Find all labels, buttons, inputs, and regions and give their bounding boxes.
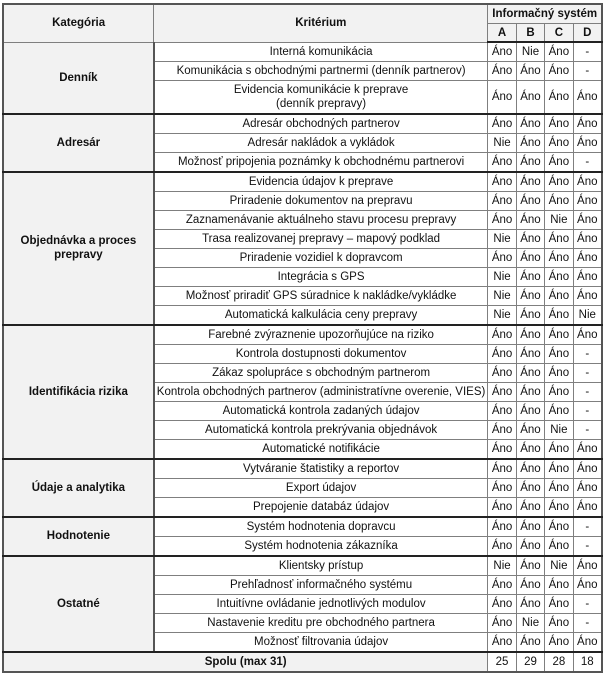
table-row <box>3 556 602 576</box>
value-system-a: Áno <box>488 363 516 382</box>
value-system-c: Áno <box>545 133 573 152</box>
value-system-d: Áno <box>573 632 602 652</box>
value-system-c: Áno <box>545 191 573 210</box>
category-cell: Identifikácia rizika <box>3 325 154 459</box>
value-system-d: Nie <box>573 305 602 325</box>
header-criterion: Kritérium <box>154 4 488 42</box>
value-system-d: Áno <box>573 267 602 286</box>
table-row <box>3 459 602 479</box>
criterion-cell: Evidencia údajov k preprave <box>154 172 488 192</box>
criterion-cell: Zákaz spolupráce s obchodným partnerom <box>154 363 488 382</box>
value-system-c: Áno <box>545 114 573 134</box>
value-system-b: Nie <box>516 42 544 61</box>
value-system-a: Áno <box>488 248 516 267</box>
value-system-a: Áno <box>488 594 516 613</box>
value-system-d: Áno <box>573 172 602 192</box>
value-system-c: Áno <box>545 497 573 517</box>
value-system-c: Áno <box>545 248 573 267</box>
value-system-b: Áno <box>516 517 544 537</box>
value-system-b: Áno <box>516 497 544 517</box>
table-row <box>3 172 602 192</box>
value-system-b: Áno <box>516 191 544 210</box>
value-system-c: Áno <box>545 478 573 497</box>
value-system-c: Nie <box>545 210 573 229</box>
value-system-c: Áno <box>545 80 573 114</box>
criterion-cell: Integrácia s GPS <box>154 267 488 286</box>
value-system-d: - <box>573 61 602 80</box>
value-system-a: Áno <box>488 459 516 479</box>
criterion-cell: Automatická kontrola zadaných údajov <box>154 401 488 420</box>
value-system-d: Áno <box>573 248 602 267</box>
value-system-a: Nie <box>488 286 516 305</box>
value-system-c: Áno <box>545 363 573 382</box>
criterion-cell: Možnosť priradiť GPS súradnice k nakládke/vykládke <box>154 286 488 305</box>
value-system-a: Áno <box>488 325 516 345</box>
value-system-b: Áno <box>516 210 544 229</box>
header-system-a: A <box>488 24 516 43</box>
value-system-d: - <box>573 613 602 632</box>
criterion-cell: Export údajov <box>154 478 488 497</box>
table-row <box>3 42 602 61</box>
criterion-cell: Systém hodnotenia dopravcu <box>154 517 488 537</box>
value-system-b: Áno <box>516 382 544 401</box>
value-system-d: Áno <box>573 133 602 152</box>
value-system-a: Áno <box>488 632 516 652</box>
value-system-a: Áno <box>488 613 516 632</box>
value-system-c: Áno <box>545 267 573 286</box>
value-system-d: - <box>573 401 602 420</box>
value-system-b: Áno <box>516 172 544 192</box>
criterion-cell: Automatické notifikácie <box>154 439 488 459</box>
value-system-b: Áno <box>516 286 544 305</box>
value-system-a: Áno <box>488 382 516 401</box>
criterion-cell: Automatická kontrola prekrývania objednávok <box>154 420 488 439</box>
value-system-b: Áno <box>516 459 544 479</box>
value-system-d: Áno <box>573 478 602 497</box>
value-system-c: Áno <box>545 286 573 305</box>
header-system-group: Informačný systém <box>488 4 602 24</box>
value-system-b: Áno <box>516 632 544 652</box>
value-system-d: Áno <box>573 286 602 305</box>
comparison-table <box>2 3 603 673</box>
value-system-d: - <box>573 42 602 61</box>
criterion-cell: Vytváranie štatistiky a reportov <box>154 459 488 479</box>
value-system-d: Áno <box>573 439 602 459</box>
value-system-c: Áno <box>545 536 573 556</box>
value-system-a: Áno <box>488 401 516 420</box>
total-value-c: 28 <box>545 652 573 672</box>
value-system-a: Áno <box>488 536 516 556</box>
value-system-a: Áno <box>488 420 516 439</box>
value-system-a: Áno <box>488 114 516 134</box>
value-system-d: Áno <box>573 210 602 229</box>
value-system-d: Áno <box>573 575 602 594</box>
table-row <box>3 325 602 345</box>
value-system-d: - <box>573 420 602 439</box>
value-system-a: Nie <box>488 267 516 286</box>
value-system-d: - <box>573 363 602 382</box>
value-system-a: Áno <box>488 478 516 497</box>
value-system-d: - <box>573 382 602 401</box>
criterion-cell: Kontrola obchodných partnerov (administratívne overenie, VIES) <box>154 382 488 401</box>
value-system-b: Áno <box>516 325 544 345</box>
value-system-a: Áno <box>488 439 516 459</box>
criterion-cell: Adresár nakládok a vykládok <box>154 133 488 152</box>
value-system-d: - <box>573 517 602 537</box>
value-system-a: Áno <box>488 42 516 61</box>
value-system-b: Áno <box>516 439 544 459</box>
criterion-cell: Systém hodnotenia zákazníka <box>154 536 488 556</box>
value-system-b: Áno <box>516 80 544 114</box>
value-system-c: Áno <box>545 172 573 192</box>
value-system-b: Áno <box>516 267 544 286</box>
value-system-a: Nie <box>488 229 516 248</box>
value-system-a: Áno <box>488 575 516 594</box>
value-system-d: - <box>573 536 602 556</box>
header-system-d: D <box>573 24 602 43</box>
value-system-d: Áno <box>573 325 602 345</box>
value-system-b: Áno <box>516 344 544 363</box>
value-system-a: Áno <box>488 344 516 363</box>
value-system-a: Áno <box>488 210 516 229</box>
category-cell: Ostatné <box>3 556 154 652</box>
value-system-c: Áno <box>545 575 573 594</box>
value-system-c: Áno <box>545 42 573 61</box>
value-system-a: Nie <box>488 305 516 325</box>
value-system-b: Áno <box>516 478 544 497</box>
value-system-a: Áno <box>488 61 516 80</box>
criterion-cell: Nastavenie kreditu pre obchodného partnera <box>154 613 488 632</box>
value-system-a: Áno <box>488 517 516 537</box>
value-system-d: Áno <box>573 80 602 114</box>
criterion-cell: Automatická kalkulácia ceny prepravy <box>154 305 488 325</box>
value-system-c: Áno <box>545 344 573 363</box>
criterion-cell: Priradenie dokumentov na prepravu <box>154 191 488 210</box>
value-system-d: Áno <box>573 497 602 517</box>
value-system-c: Áno <box>545 459 573 479</box>
value-system-c: Áno <box>545 613 573 632</box>
value-system-a: Nie <box>488 556 516 576</box>
value-system-c: Áno <box>545 401 573 420</box>
category-cell: Hodnotenie <box>3 517 154 556</box>
value-system-c: Áno <box>545 439 573 459</box>
criterion-cell: Priradenie vozidiel k dopravcom <box>154 248 488 267</box>
header-category: Kategória <box>3 4 154 42</box>
value-system-d: - <box>573 344 602 363</box>
criterion-cell: Trasa realizovanej prepravy – mapový podklad <box>154 229 488 248</box>
total-row <box>3 652 602 672</box>
value-system-c: Áno <box>545 594 573 613</box>
value-system-b: Áno <box>516 114 544 134</box>
criterion-cell: Klientsky prístup <box>154 556 488 576</box>
value-system-d: - <box>573 594 602 613</box>
category-cell: Objednávka a proces prepravy <box>3 172 154 325</box>
total-value-d: 18 <box>573 652 602 672</box>
table-row <box>3 114 602 134</box>
value-system-c: Nie <box>545 556 573 576</box>
value-system-d: Áno <box>573 459 602 479</box>
value-system-b: Áno <box>516 305 544 325</box>
table-row <box>3 517 602 537</box>
criterion-cell: Intuitívne ovládanie jednotlivých modulov <box>154 594 488 613</box>
table-body <box>3 42 602 652</box>
category-cell: Údaje a analytika <box>3 459 154 517</box>
value-system-d: Áno <box>573 556 602 576</box>
total-label: Spolu (max 31) <box>3 652 488 672</box>
criterion-cell: Interná komunikácia <box>154 42 488 61</box>
value-system-b: Áno <box>516 152 544 172</box>
criterion-cell: Možnosť pripojenia poznámky k obchodnému partnerovi <box>154 152 488 172</box>
value-system-b: Áno <box>516 556 544 576</box>
value-system-a: Áno <box>488 191 516 210</box>
value-system-b: Áno <box>516 536 544 556</box>
value-system-c: Áno <box>545 325 573 345</box>
criterion-cell: Adresár obchodných partnerov <box>154 114 488 134</box>
value-system-c: Áno <box>545 517 573 537</box>
criterion-cell: Komunikácia s obchodnými partnermi (denník partnerov) <box>154 61 488 80</box>
category-cell: Adresár <box>3 114 154 172</box>
value-system-b: Áno <box>516 248 544 267</box>
criterion-cell: Možnosť filtrovania údajov <box>154 632 488 652</box>
criterion-cell: Prehľadnosť informačného systému <box>154 575 488 594</box>
value-system-b: Áno <box>516 229 544 248</box>
criterion-cell: Evidencia komunikácie k preprave (denník prepravy) <box>154 80 488 114</box>
category-cell: Denník <box>3 42 154 114</box>
value-system-b: Áno <box>516 363 544 382</box>
value-system-b: Nie <box>516 613 544 632</box>
value-system-d: - <box>573 152 602 172</box>
value-system-d: Áno <box>573 114 602 134</box>
value-system-b: Áno <box>516 133 544 152</box>
value-system-c: Áno <box>545 382 573 401</box>
value-system-b: Áno <box>516 594 544 613</box>
value-system-d: Áno <box>573 229 602 248</box>
value-system-a: Áno <box>488 80 516 114</box>
value-system-c: Áno <box>545 61 573 80</box>
value-system-b: Áno <box>516 575 544 594</box>
value-system-a: Áno <box>488 172 516 192</box>
value-system-b: Áno <box>516 401 544 420</box>
total-value-a: 25 <box>488 652 516 672</box>
value-system-a: Nie <box>488 133 516 152</box>
value-system-c: Áno <box>545 632 573 652</box>
value-system-c: Áno <box>545 152 573 172</box>
value-system-b: Áno <box>516 420 544 439</box>
value-system-d: Áno <box>573 191 602 210</box>
value-system-c: Áno <box>545 229 573 248</box>
criterion-cell: Prepojenie databáz údajov <box>154 497 488 517</box>
value-system-a: Áno <box>488 152 516 172</box>
criterion-cell: Zaznamenávanie aktuálneho stavu procesu prepravy <box>154 210 488 229</box>
criterion-cell: Farebné zvýraznenie upozorňujúce na riziko <box>154 325 488 345</box>
header-system-c: C <box>545 24 573 43</box>
value-system-a: Áno <box>488 497 516 517</box>
total-value-b: 29 <box>516 652 544 672</box>
criterion-cell: Kontrola dostupnosti dokumentov <box>154 344 488 363</box>
value-system-c: Áno <box>545 305 573 325</box>
value-system-c: Nie <box>545 420 573 439</box>
header-system-b: B <box>516 24 544 43</box>
value-system-b: Áno <box>516 61 544 80</box>
